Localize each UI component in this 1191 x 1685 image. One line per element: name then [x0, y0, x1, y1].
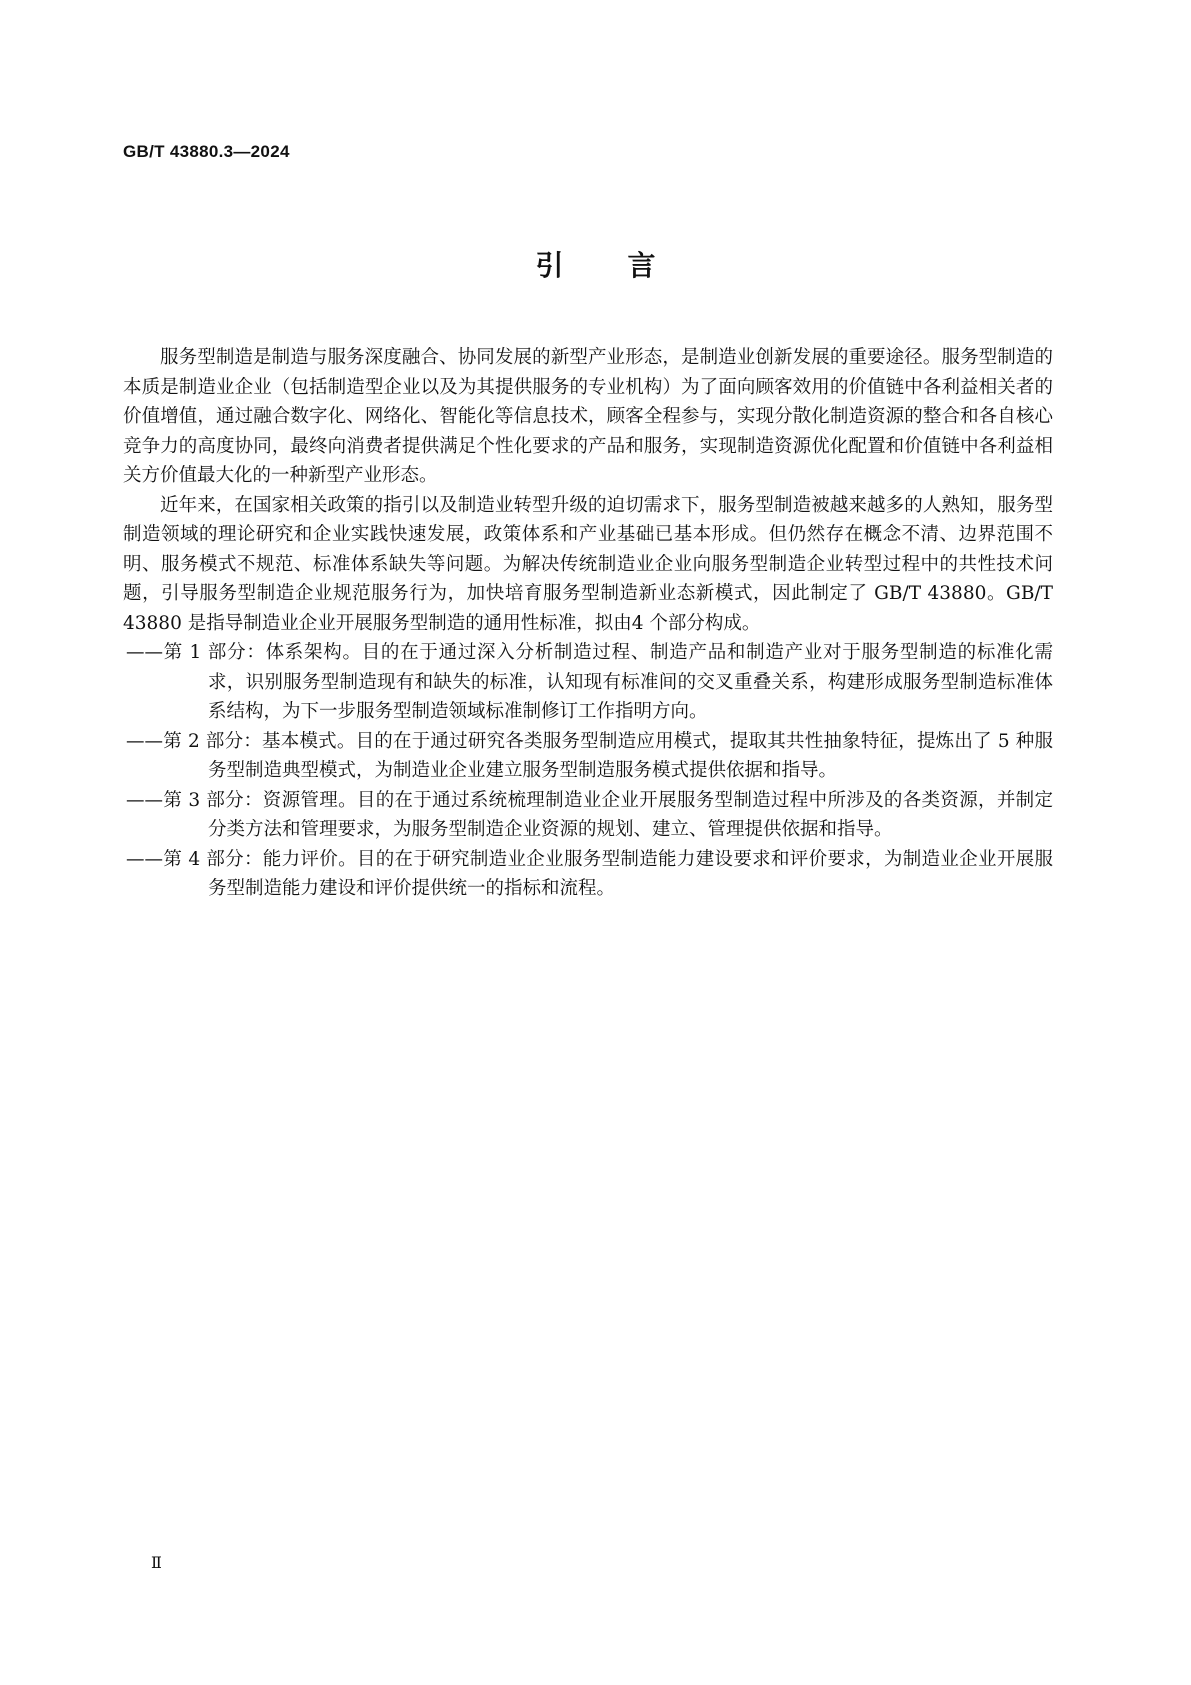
- page-number: Ⅱ: [151, 1553, 162, 1572]
- standard-number: GB/T 43880.3—2024: [123, 142, 290, 161]
- part-item-1: ——第 1 部分：体系架构。目的在于通过深入分析制造过程、制造产品和制造产业对于服务型制造的标准化需求，识别服务型制造现有和缺失的标准，认知现有标准间的交叉重叠关系，构建形成服务型制造标准体系结构，为下一步服务型制造领域标准制修订工作指明方向。: [126, 642, 1053, 722]
- part-item-3: ——第 3 部分：资源管理。目的在于通过系统梳理制造业企业开展服务型制造过程中所涉及的各类资源，并制定分类方法和管理要求，为服务型制造企业资源的规划、建立、管理提供依据和指导。: [126, 789, 1053, 840]
- document-body: [123, 343, 1053, 904]
- part-item-4: ——第 4 部分：能力评价。目的在于研究制造业企业服务型制造能力建设要求和评价要求，为制造业企业开展服务型制造能力建设和评价提供统一的指标和流程。: [126, 848, 1053, 899]
- page-title: 引言: [535, 249, 720, 282]
- intro-paragraph-1: 服务型制造是制造与服务深度融合、协同发展的新型产业形态，是制造业创新发展的重要途径。服务型制造的本质是制造业企业（包括制造型企业以及为其提供服务的专业机构）为了面向顾客效用的价值链中各利益相关者的价值增值，通过融合数字化、网络化、智能化等信息技术，顾客全程参与，实现分散化制造资源的整合和各自核心竞争力的高度协同，最终向消费者提供满足个性化要求的产品和服务，实现制造资源优化配置和价值链中各利益相关方价值最大化的一种新型产业形态。: [123, 347, 1053, 486]
- intro-paragraph-2: 近年来，在国家相关政策的指引以及制造业转型升级的迫切需求下，服务型制造被越来越多的人熟知，服务型制造领域的理论研究和企业实践快速发展，政策体系和产业基础已基本形成。但仍然存在概念不清、边界范围不明、服务模式不规范、标准体系缺失等问题。为解决传统制造业企业向服务型制造企业转型过程中的共性技术问题，引导服务型制造企业规范服务行为，加快培育服务型制造新业态新模式，因此制定了 GB/T 43880。GB/T 43880 是指导制造业企业开展服务型制造的通用性标准，拟由4 个部分构成。: [123, 494, 1053, 634]
- part-item-2: ——第 2 部分：基本模式。目的在于通过研究各类服务型制造应用模式，提取其共性抽象特征，提炼出了 5 种服务型制造典型模式，为制造业企业建立服务型制造服务模式提供依据和指导。: [126, 730, 1053, 781]
